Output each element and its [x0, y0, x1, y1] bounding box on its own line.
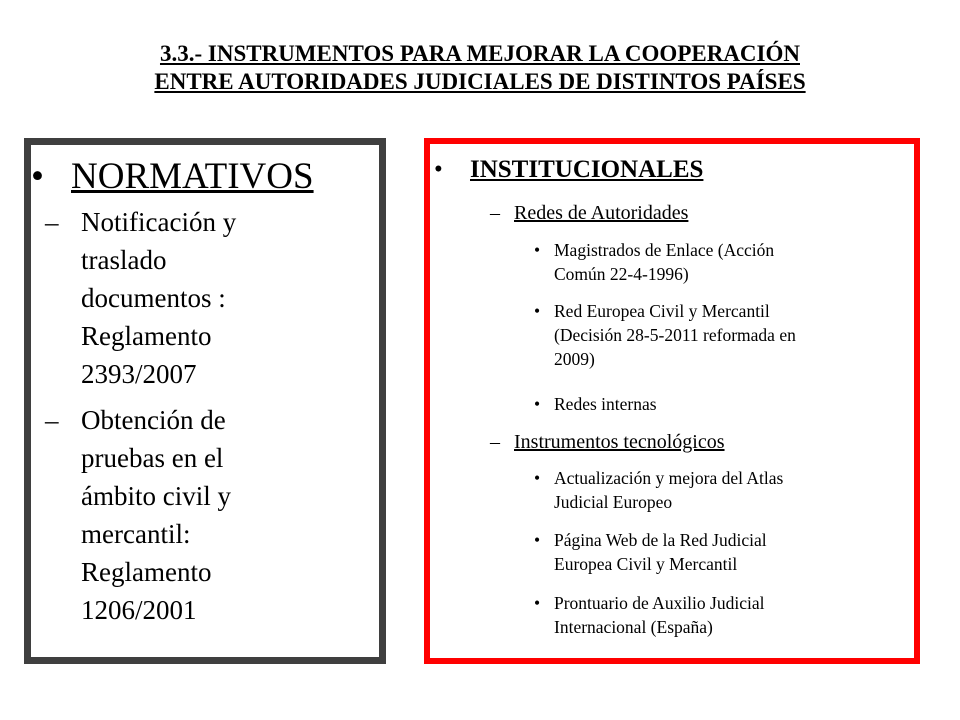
list-item — [534, 392, 657, 416]
normativos-panel — [24, 138, 386, 664]
item-line: Reglamento — [81, 557, 212, 587]
item-line: Notificación y — [81, 207, 237, 237]
bullet-icon: • — [534, 530, 541, 550]
item-line: 2009) — [554, 349, 595, 369]
bullet-icon: • — [534, 301, 541, 321]
item-line: ámbito civil y — [81, 481, 231, 511]
item-line: Página Web de la Red Judicial — [554, 530, 767, 550]
item-line: pruebas en el — [81, 443, 224, 473]
item-line: Europea Civil y Mercantil — [554, 554, 738, 574]
group-label: Redes de Autoridades — [514, 202, 689, 224]
item-line: 1206/2001 — [81, 595, 197, 625]
list-item — [534, 238, 775, 286]
bullet-icon: • — [534, 240, 541, 260]
group-instrumentos-tecnologicos — [490, 429, 725, 455]
item-line: Reglamento — [81, 321, 212, 351]
item-line: Obtención de — [81, 405, 226, 435]
item-line: Internacional (España) — [554, 617, 713, 637]
bullet-icon: • — [534, 468, 541, 488]
item-line: Prontuario de Auxilio Judicial — [554, 593, 765, 613]
list-item — [534, 528, 767, 576]
group-label: Instrumentos tecnológicos — [514, 431, 725, 453]
dash-icon: – — [490, 202, 500, 224]
item-line: Magistrados de Enlace (Acción — [554, 240, 775, 260]
dash-icon: – — [45, 405, 59, 435]
institucionales-heading-row — [434, 154, 704, 186]
bullet-icon: • — [534, 394, 541, 414]
list-item — [534, 299, 796, 371]
bullet-icon: • — [434, 156, 443, 183]
slide-title — [60, 40, 900, 96]
normativos-item-2 — [45, 401, 231, 629]
slide-title-line-2: ENTRE AUTORIDADES JUDICIALES DE DISTINTOS PAÍSES — [154, 69, 806, 94]
list-item — [534, 466, 784, 514]
item-line: documentos : — [81, 283, 226, 313]
institucionales-heading: INSTITUCIONALES — [470, 156, 704, 183]
dash-icon: – — [45, 207, 59, 237]
slide-title-line-1: 3.3.- INSTRUMENTOS PARA MEJORAR LA COOPERACIÓN — [159, 41, 800, 66]
dash-icon: – — [490, 431, 500, 453]
item-line: Actualización y mejora del Atlas — [554, 468, 784, 488]
item-line: 2393/2007 — [81, 359, 197, 389]
group-redes-autoridades — [490, 200, 689, 226]
bullet-icon: • — [31, 156, 44, 197]
normativos-heading: NORMATIVOS — [71, 156, 314, 197]
item-line: Red Europea Civil y Mercantil — [554, 301, 770, 321]
normativos-heading-row — [31, 155, 314, 199]
institucionales-panel — [424, 138, 920, 664]
item-line: (Decisión 28-5-2011 reformada en — [554, 325, 796, 345]
item-line: Judicial Europeo — [554, 492, 673, 512]
item-line: Redes internas — [554, 394, 657, 414]
list-item — [534, 591, 765, 639]
normativos-item-1 — [45, 203, 237, 393]
bullet-icon: • — [534, 593, 541, 613]
item-line: Común 22-4-1996) — [554, 264, 689, 284]
item-line: mercantil: — [81, 519, 191, 549]
item-line: traslado — [81, 245, 167, 275]
